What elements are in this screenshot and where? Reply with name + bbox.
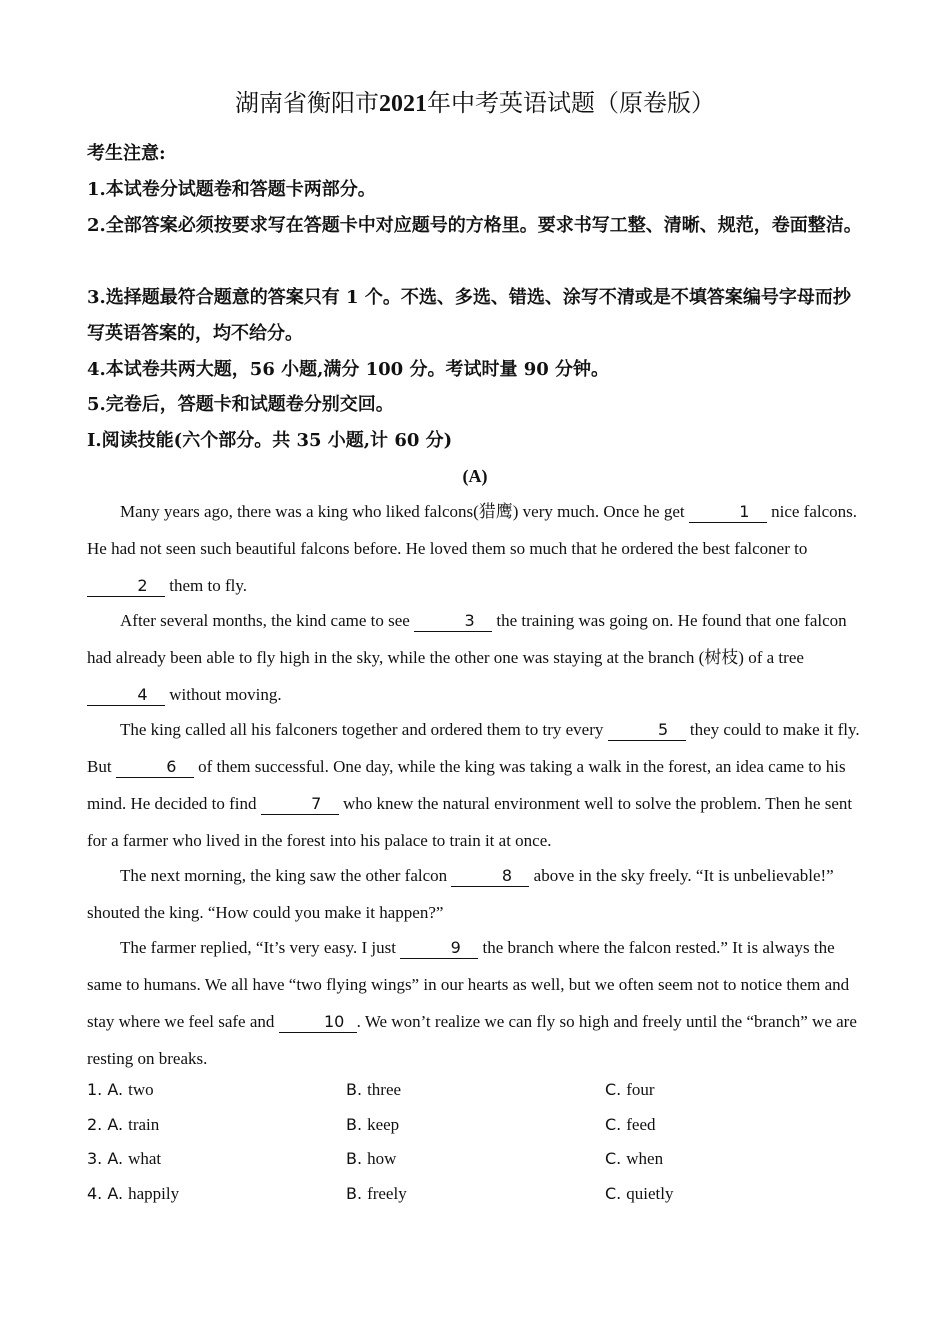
option-c <box>605 1149 663 1169</box>
option-text: freely <box>367 1184 407 1204</box>
option-label: C. <box>605 1184 622 1204</box>
passage-text: the branch where the falcon rested.” It is always the same to humans. We all have “two flying wings” in our hearts as well, but we often seem not to notice them and stay where we feel safe and <box>87 938 850 1031</box>
option-c <box>605 1184 673 1204</box>
option-text: what <box>128 1149 162 1169</box>
blank-3: 3 <box>414 611 492 632</box>
question-row <box>87 1080 887 1115</box>
option-a <box>87 1184 179 1204</box>
notice-item-3: 3.选择题最符合题意的答案只有 1 个。不选、多选、错选、涂写不清或是不填答案编号字母而抄写英语答案的，均不给分。 <box>87 287 851 344</box>
option-b <box>346 1149 396 1169</box>
option-b <box>346 1115 399 1135</box>
passage-text: them to fly. <box>165 576 247 595</box>
title-suffix: 年中考英语试题（原卷版） <box>427 89 715 117</box>
notice-item-1: 1.本试卷分试题卷和答题卡两部分。 <box>87 179 376 200</box>
option-text: how <box>367 1149 397 1169</box>
passage-text: The next morning, the king saw the other falcon <box>120 866 452 885</box>
notice-item-5: 5.完卷后，答题卡和试题卷分别交回。 <box>87 394 394 415</box>
blank-5: 5 <box>608 720 686 741</box>
option-text: train <box>128 1114 160 1134</box>
passage-text: of them successful. One day, while the king was taking a walk in the forest, an idea came to his mind. He decided to find <box>87 757 846 813</box>
passage-text: . We won’t realize we can fly so high and freely until the “branch” we are resting on breaks. <box>87 1012 857 1068</box>
blank-7: 7 <box>261 794 339 815</box>
option-label: B. <box>346 1149 363 1169</box>
blank-1: 1 <box>689 502 767 523</box>
section-label: (A) <box>462 466 488 486</box>
passage-paragraph-5 <box>87 929 865 1077</box>
passage-text: nice falcons. He had not seen such beautiful falcons before. He loved them so much that he ordered the best falconer to <box>87 502 858 558</box>
notice-item-4: 4.本试卷共两大题，56 小题,满分 100 分。考试时量 90 分钟。 <box>87 359 610 380</box>
passage-text: After several months, the kind came to see <box>120 611 415 630</box>
blank-10: 10 <box>279 1012 357 1033</box>
blank-8: 8 <box>451 866 529 887</box>
option-a <box>87 1080 154 1100</box>
option-text: when <box>626 1149 664 1169</box>
option-a <box>87 1149 161 1169</box>
option-label: C. <box>605 1114 622 1134</box>
option-label: B. <box>346 1184 363 1204</box>
question-row <box>87 1149 887 1184</box>
option-text: quietly <box>626 1184 674 1204</box>
blank-6: 6 <box>116 757 194 778</box>
passage-text: above in the sky freely. “It is unbelievable!” shouted the king. “How could you make it happen?” <box>87 866 834 922</box>
passage-text: The king called all his falconers together and ordered them to try every <box>120 720 608 739</box>
option-text: two <box>128 1080 154 1099</box>
option-label: B. <box>346 1114 363 1134</box>
passage-paragraph-4 <box>87 857 865 931</box>
page-title <box>0 86 950 121</box>
title-year: 2021 <box>379 91 427 117</box>
option-c <box>605 1080 655 1100</box>
question-number: 2. A. <box>87 1114 124 1134</box>
passage-text: The farmer replied, “It’s very easy. I just <box>120 938 401 957</box>
blank-2: 2 <box>87 576 165 597</box>
question-row <box>87 1184 887 1219</box>
option-label: C. <box>605 1149 622 1169</box>
question-row <box>87 1115 887 1150</box>
passage-paragraph-2 <box>87 602 865 713</box>
option-text: three <box>367 1080 402 1099</box>
notice-item-2: 2.全部答案必须按要求写在答题卡中对应题号的方格里。要求书写工整、清晰、规范，卷面整洁。 <box>87 215 862 236</box>
passage-paragraph-1 <box>87 493 865 604</box>
blank-9: 9 <box>400 938 478 959</box>
passage-text: Many years ago, there was a king who liked falcons(猎鹰) very much. Once he get <box>120 502 689 521</box>
option-text: four <box>626 1080 655 1099</box>
passage-text: who knew the natural environment well to solve the problem. Then he sent for a farmer who lived in the forest into his palace to train it at once. <box>87 794 853 850</box>
question-number: 1. A. <box>87 1080 124 1099</box>
blank-4: 4 <box>87 685 165 706</box>
passage-text: the training was going on. He found that one falcon had already been able to fly high in the sky, while the other one was staying at the branch (树枝) of a tree <box>87 611 847 667</box>
notice-heading: 考生注意: <box>87 143 166 164</box>
title-prefix: 湖南省衡阳市 <box>235 89 379 117</box>
question-number: 4. A. <box>87 1184 124 1204</box>
option-c <box>605 1115 656 1135</box>
passage-text: without moving. <box>165 685 282 704</box>
part-heading: I.阅读技能(六个部分。共 35 小题,计 60 分) <box>87 430 453 451</box>
option-label: B. <box>346 1080 363 1099</box>
option-b <box>346 1184 407 1204</box>
option-text: feed <box>626 1114 656 1134</box>
option-text: happily <box>128 1184 180 1204</box>
question-options <box>87 1080 887 1219</box>
option-label: C. <box>605 1080 622 1099</box>
passage-paragraph-3 <box>87 711 865 859</box>
option-text: keep <box>367 1114 400 1134</box>
question-number: 3. A. <box>87 1149 124 1169</box>
option-b <box>346 1080 401 1100</box>
passage-text: they could to make it fly. But <box>87 720 860 776</box>
option-a <box>87 1115 159 1135</box>
